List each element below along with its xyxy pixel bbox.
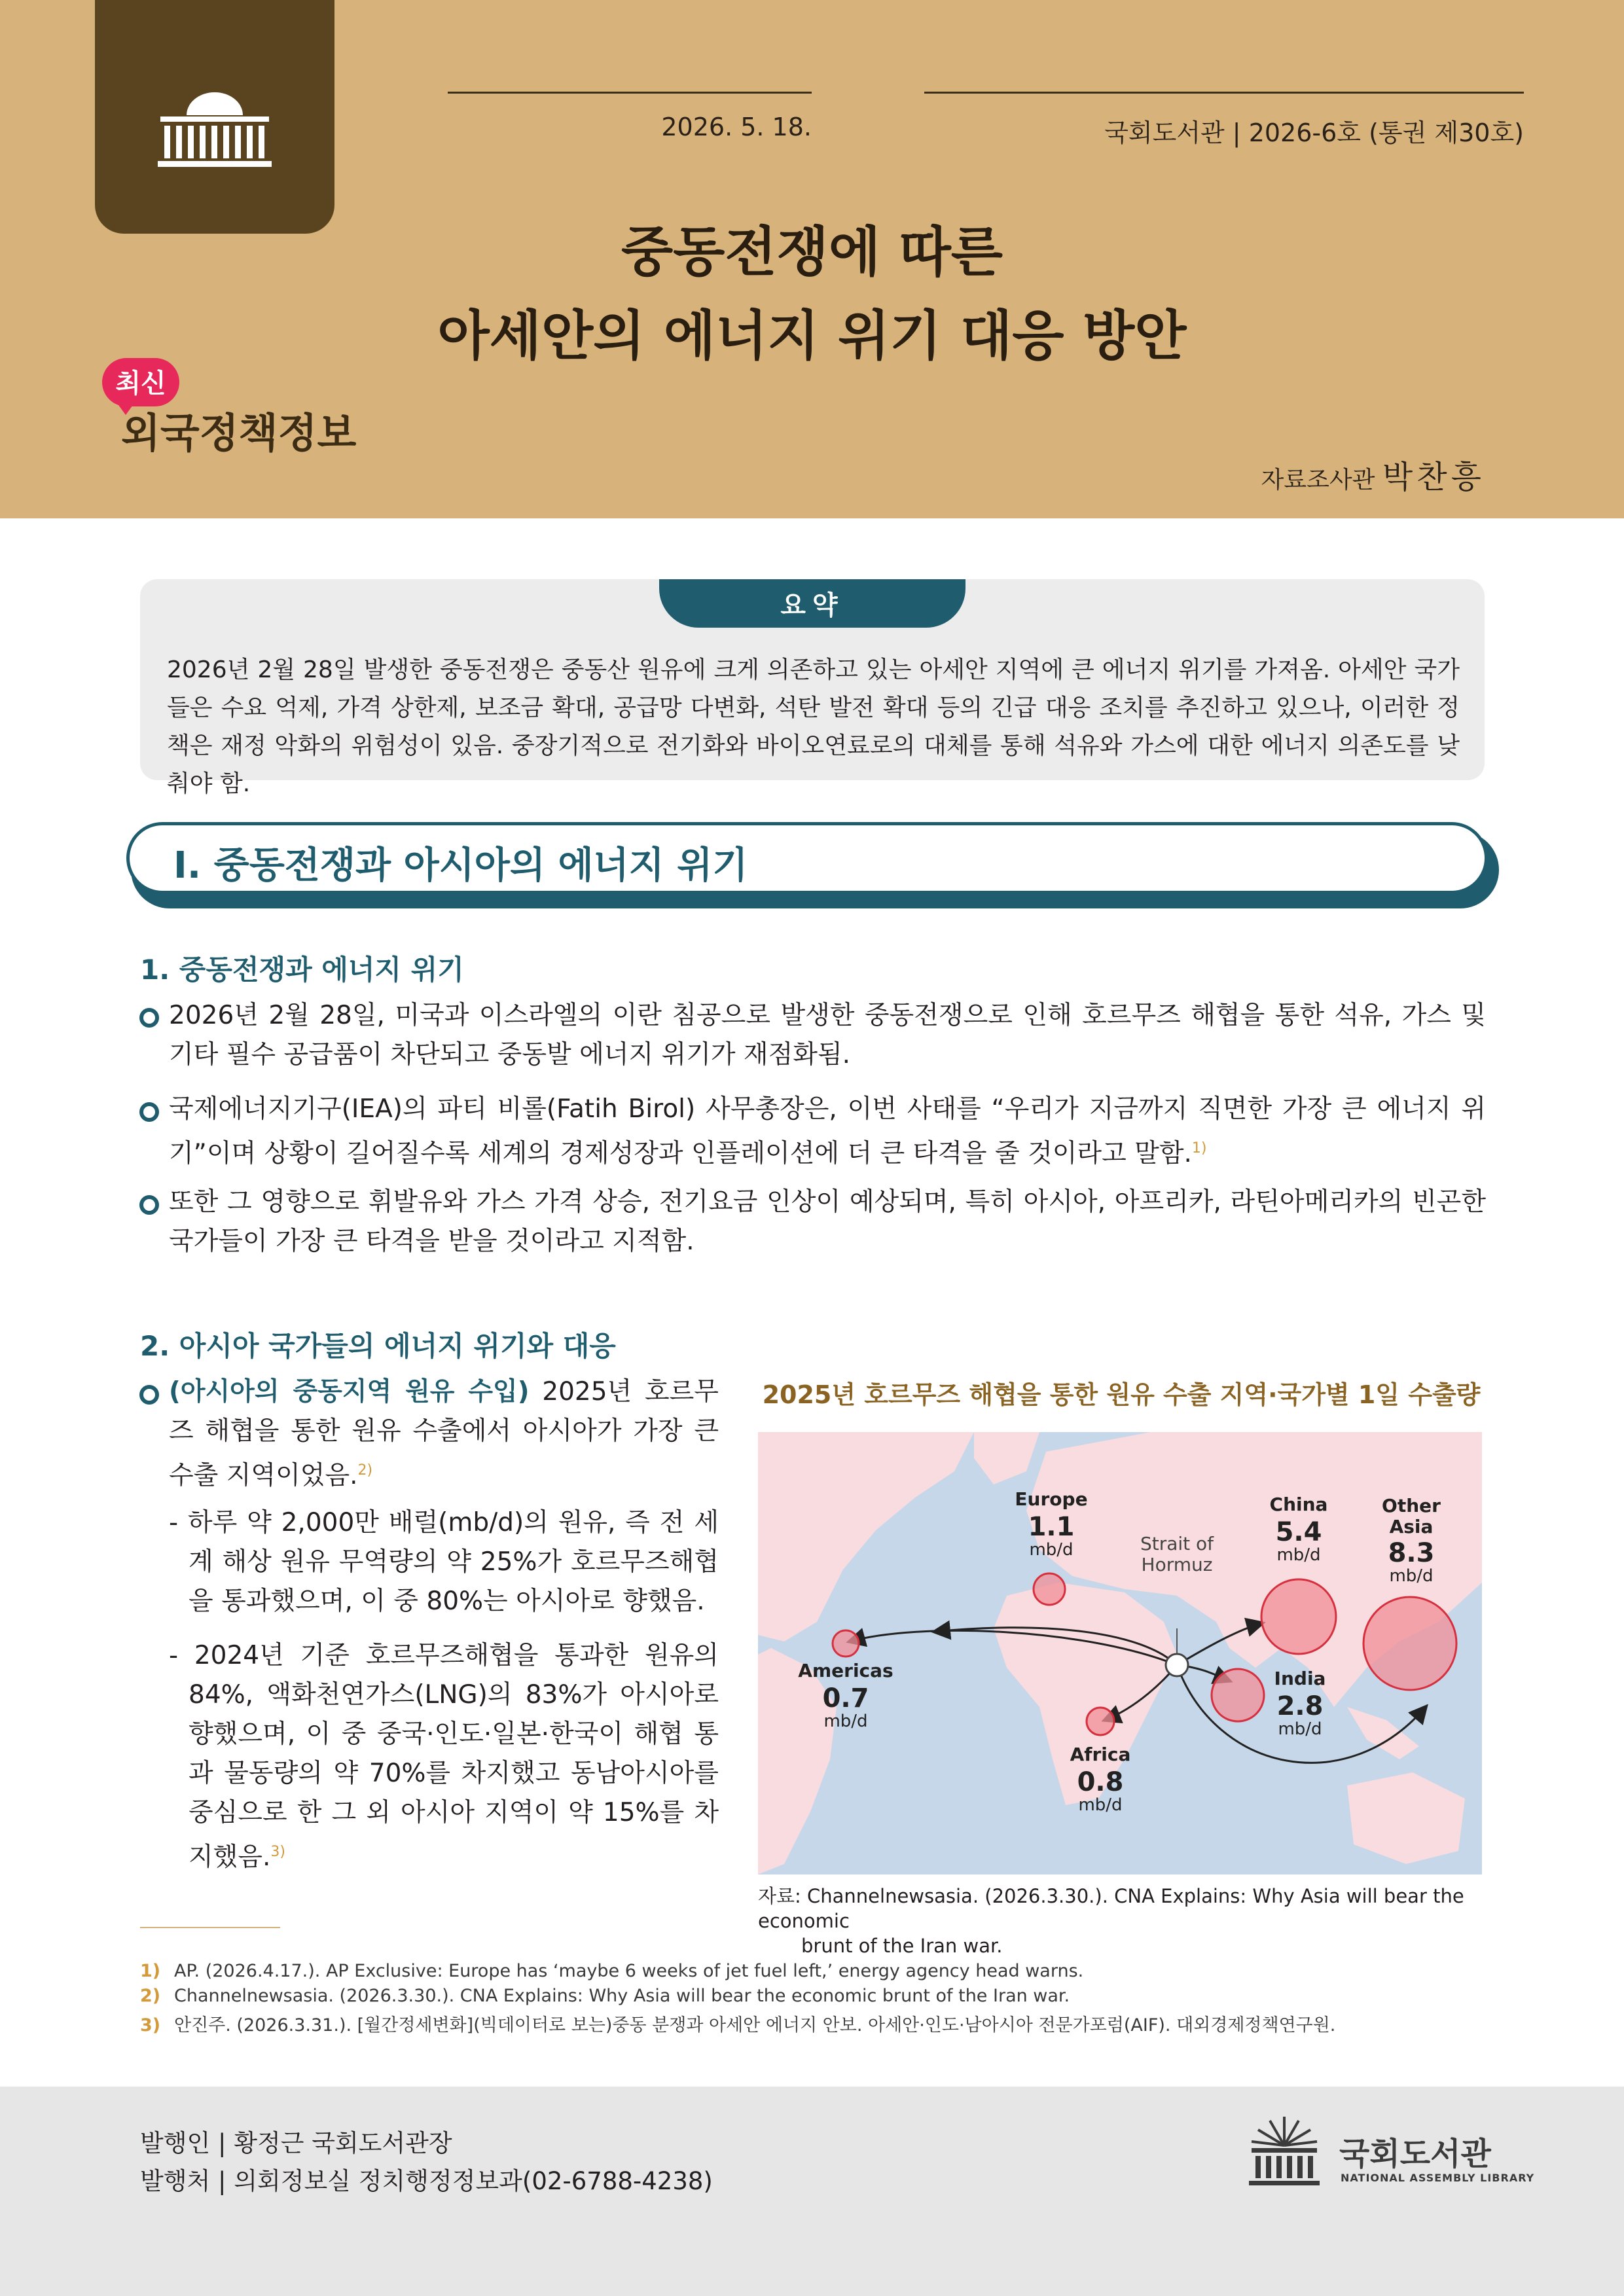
bubble-other-asia [1363, 1597, 1456, 1690]
paragraph-iea [169, 1090, 1486, 1174]
bullet-ring-icon [139, 1102, 159, 1122]
label-americas-value: 0.7 [822, 1683, 869, 1713]
map-source [758, 1884, 1485, 1958]
label-africa-value: 0.8 [1077, 1767, 1124, 1797]
new-badge-label: 최신 [115, 368, 166, 399]
hormuz-export-map [758, 1432, 1482, 1874]
map-source-line-1: 자료: Channelnewsasia. (2026.3.30.). CNA Explains: Why Asia will bear the economic [758, 1885, 1464, 1932]
bubble-africa [1087, 1708, 1114, 1735]
author-role: 자료조사관 [1261, 467, 1375, 493]
label-china-unit: mb/d [1276, 1545, 1321, 1565]
bubble-americas [833, 1630, 859, 1657]
library-logo-icon [1245, 2111, 1324, 2190]
summary-label: 요약 [780, 590, 844, 620]
footnote-1 [140, 1961, 1083, 1981]
footer-org-name: 국회도서관 [1339, 2136, 1491, 2172]
footer-publisher: 발행인 | 황정근 국회도서관장 [140, 2129, 452, 2157]
header-rule-left [448, 92, 812, 94]
footnote-3-num: 3) [140, 2015, 161, 2036]
footnote-3 [140, 2011, 1335, 2036]
label-other-asia-unit: mb/d [1389, 1566, 1434, 1586]
paragraph-iea-text: 국제에너지기구(IEA)의 파티 비롤(Fatih Birol) 사무총장은, 이번 사태를 “우리가 지금까지 직면한 가장 큰 에너지 위기”이며 상황이 길어질수록 세계의 경제성장과 인플레이션에 더 큰 타격을 줄 것이라고 말함. [169, 1094, 1486, 1168]
detail-lng-share-text: - 2024년 기준 호르무즈해협을 통과한 원유의 84%, 액화천연가스(LNG)의 83%가 아시아로 향했으며, 이 중 중국·인도·일본·한국이 해협 통과 물동량의 약 70%를 차지했고 동남아시아를 중심으로 한 그 외 아시아 지역이 약 15%를 차지했음. [169, 1641, 719, 1872]
summary-text: 2026년 2월 28일 발생한 중동전쟁은 중동산 원유에 크게 의존하고 있는 아세안 지역에 큰 에너지 위기를 가져옴. 아세안 국가들은 수요 억제, 가격 상한제, 보조금 확대, 공급망 다변화, 석탄 발전 확대 등의 긴급 대응 조치를 추진하고 있으나, 이러한 정책은 재정 악화의 위험성이 있음. 중장기적으로 전기화와 바이오연료로의 대체를 통해 석유와 가스에 대한 에너지 의존도를 낮춰야 함. [167, 656, 1460, 797]
map-source-line-2: brunt of the Iran war. [801, 1935, 1003, 1957]
bullet-ring-icon [139, 1008, 159, 1028]
footnote-ref-2: 2) [357, 1462, 373, 1479]
footnote-2 [140, 1986, 1070, 2006]
paragraph-asia-imports-highlight: (아시아의 중동지역 원유 수입) [169, 1377, 530, 1407]
label-other-asia-name-2: Asia [1389, 1516, 1434, 1537]
strait-label-line-1: Strait of [1140, 1533, 1214, 1554]
issue-number: 국회도서관 | 2026-6호 (통권 제30호) [1104, 118, 1524, 147]
map-title: 2025년 호르무즈 해협을 통한 원유 수출 지역·국가별 1일 수출량 [762, 1380, 1481, 1409]
section-title: Ⅰ. 중동전쟁과 아시아의 에너지 위기 [173, 844, 748, 887]
label-europe-name: Europe [1015, 1488, 1088, 1510]
strait-label-line-2: Hormuz [1141, 1554, 1213, 1575]
label-india-value: 2.8 [1276, 1691, 1324, 1721]
page-title [0, 211, 1624, 378]
label-china-value: 5.4 [1275, 1517, 1322, 1547]
title-line-2: 아세안의 에너지 위기 대응 방안 [437, 305, 1187, 367]
issue-date: 2026. 5. 18. [661, 113, 812, 141]
label-china-name: China [1269, 1494, 1328, 1515]
bubble-europe [1034, 1573, 1065, 1605]
label-americas-unit: mb/d [823, 1712, 868, 1731]
label-europe-unit: mb/d [1029, 1540, 1074, 1560]
bullet-ring-icon [139, 1195, 159, 1215]
footnote-1-text: AP. (2026.4.17.). AP Exclusive: Europe has ‘maybe 6 weeks of jet fuel left,’ energy agency head warns. [174, 1961, 1084, 1981]
series-title: 외국정책정보 [121, 409, 357, 457]
detail-oil-volume: - 하루 약 2,000만 배럴(mb/d)의 원유, 즉 전 세계 해상 원유 무역량의 약 25%가 호르무즈해협을 통과했으며, 이 중 80%는 아시아로 향했음. [169, 1508, 719, 1616]
footer-org-eng: NATIONAL ASSEMBLY LIBRARY [1341, 2172, 1535, 2184]
bubble-china [1261, 1579, 1336, 1654]
paragraph-crisis: 2026년 2월 28일, 미국과 이스라엘의 이란 침공으로 발생한 중동전쟁으로 인해 호르무즈 해협을 통한 석유, 가스 및 기타 필수 공급품이 차단되고 중동발 에너지 위기가 재점화됨. [169, 1001, 1486, 1069]
footnote-ref-1: 1) [1191, 1140, 1207, 1157]
label-africa-name: Africa [1070, 1744, 1131, 1765]
label-africa-unit: mb/d [1078, 1795, 1123, 1815]
detail-lng-share [169, 1636, 719, 1877]
label-americas-name: Americas [798, 1660, 893, 1681]
paragraph-asia-imports [169, 1372, 719, 1496]
header-rule-right [924, 92, 1524, 94]
paragraph-asia-imports-text: 2025년 호르무즈 해협을 통한 원유 수출에서 아시아가 가장 큰 수출 지역이었음. [169, 1377, 719, 1490]
label-other-asia-name-1: Other [1382, 1495, 1441, 1516]
label-india-name: India [1274, 1668, 1326, 1689]
footnote-3-text: 안진주. (2026.3.31.). [월간정세변화](빅데이터로 보는)중동 분쟁과 아세안 에너지 안보. 아세안·인도·남아시아 전문가포럼(AIF). 대외경제정책연구원. [174, 2015, 1336, 2036]
title-line-1: 중동전쟁에 따른 [621, 221, 1003, 283]
paragraph-impact: 또한 그 영향으로 휘발유와 가스 가격 상승, 전기요금 인상이 예상되며, 특히 아시아, 아프리카, 라틴아메리카의 빈곤한 국가들이 가장 큰 타격을 받을 것이라고 지적함. [169, 1187, 1486, 1256]
label-other-asia-value: 8.3 [1388, 1538, 1435, 1568]
assembly-building-icon [95, 0, 334, 234]
hormuz-node [1166, 1654, 1188, 1676]
subsection-heading-2: 2. 아시아 국가들의 에너지 위기와 대응 [140, 1330, 616, 1362]
footnote-2-num: 2) [140, 1986, 161, 2006]
footnote-1-num: 1) [140, 1961, 161, 1981]
bullet-ring-icon [139, 1385, 159, 1405]
footnote-ref-3: 3) [270, 1844, 286, 1860]
footer-issuer: 발행처 | 의회정보실 정치행정정보과(02-6788-4238) [140, 2167, 713, 2195]
footnote-rule [140, 1927, 280, 1928]
label-india-unit: mb/d [1278, 1719, 1322, 1739]
label-europe-value: 1.1 [1028, 1512, 1075, 1542]
author [1261, 452, 1485, 497]
subsection-heading-1: 1. 중동전쟁과 에너지 위기 [140, 954, 464, 986]
author-name: 박찬흥 [1382, 459, 1485, 495]
footnote-2-text: Channelnewsasia. (2026.3.30.). CNA Explains: Why Asia will bear the economic brunt of the Iran war. [174, 1986, 1070, 2006]
logo-tab [95, 0, 334, 234]
bubble-india [1212, 1669, 1264, 1721]
